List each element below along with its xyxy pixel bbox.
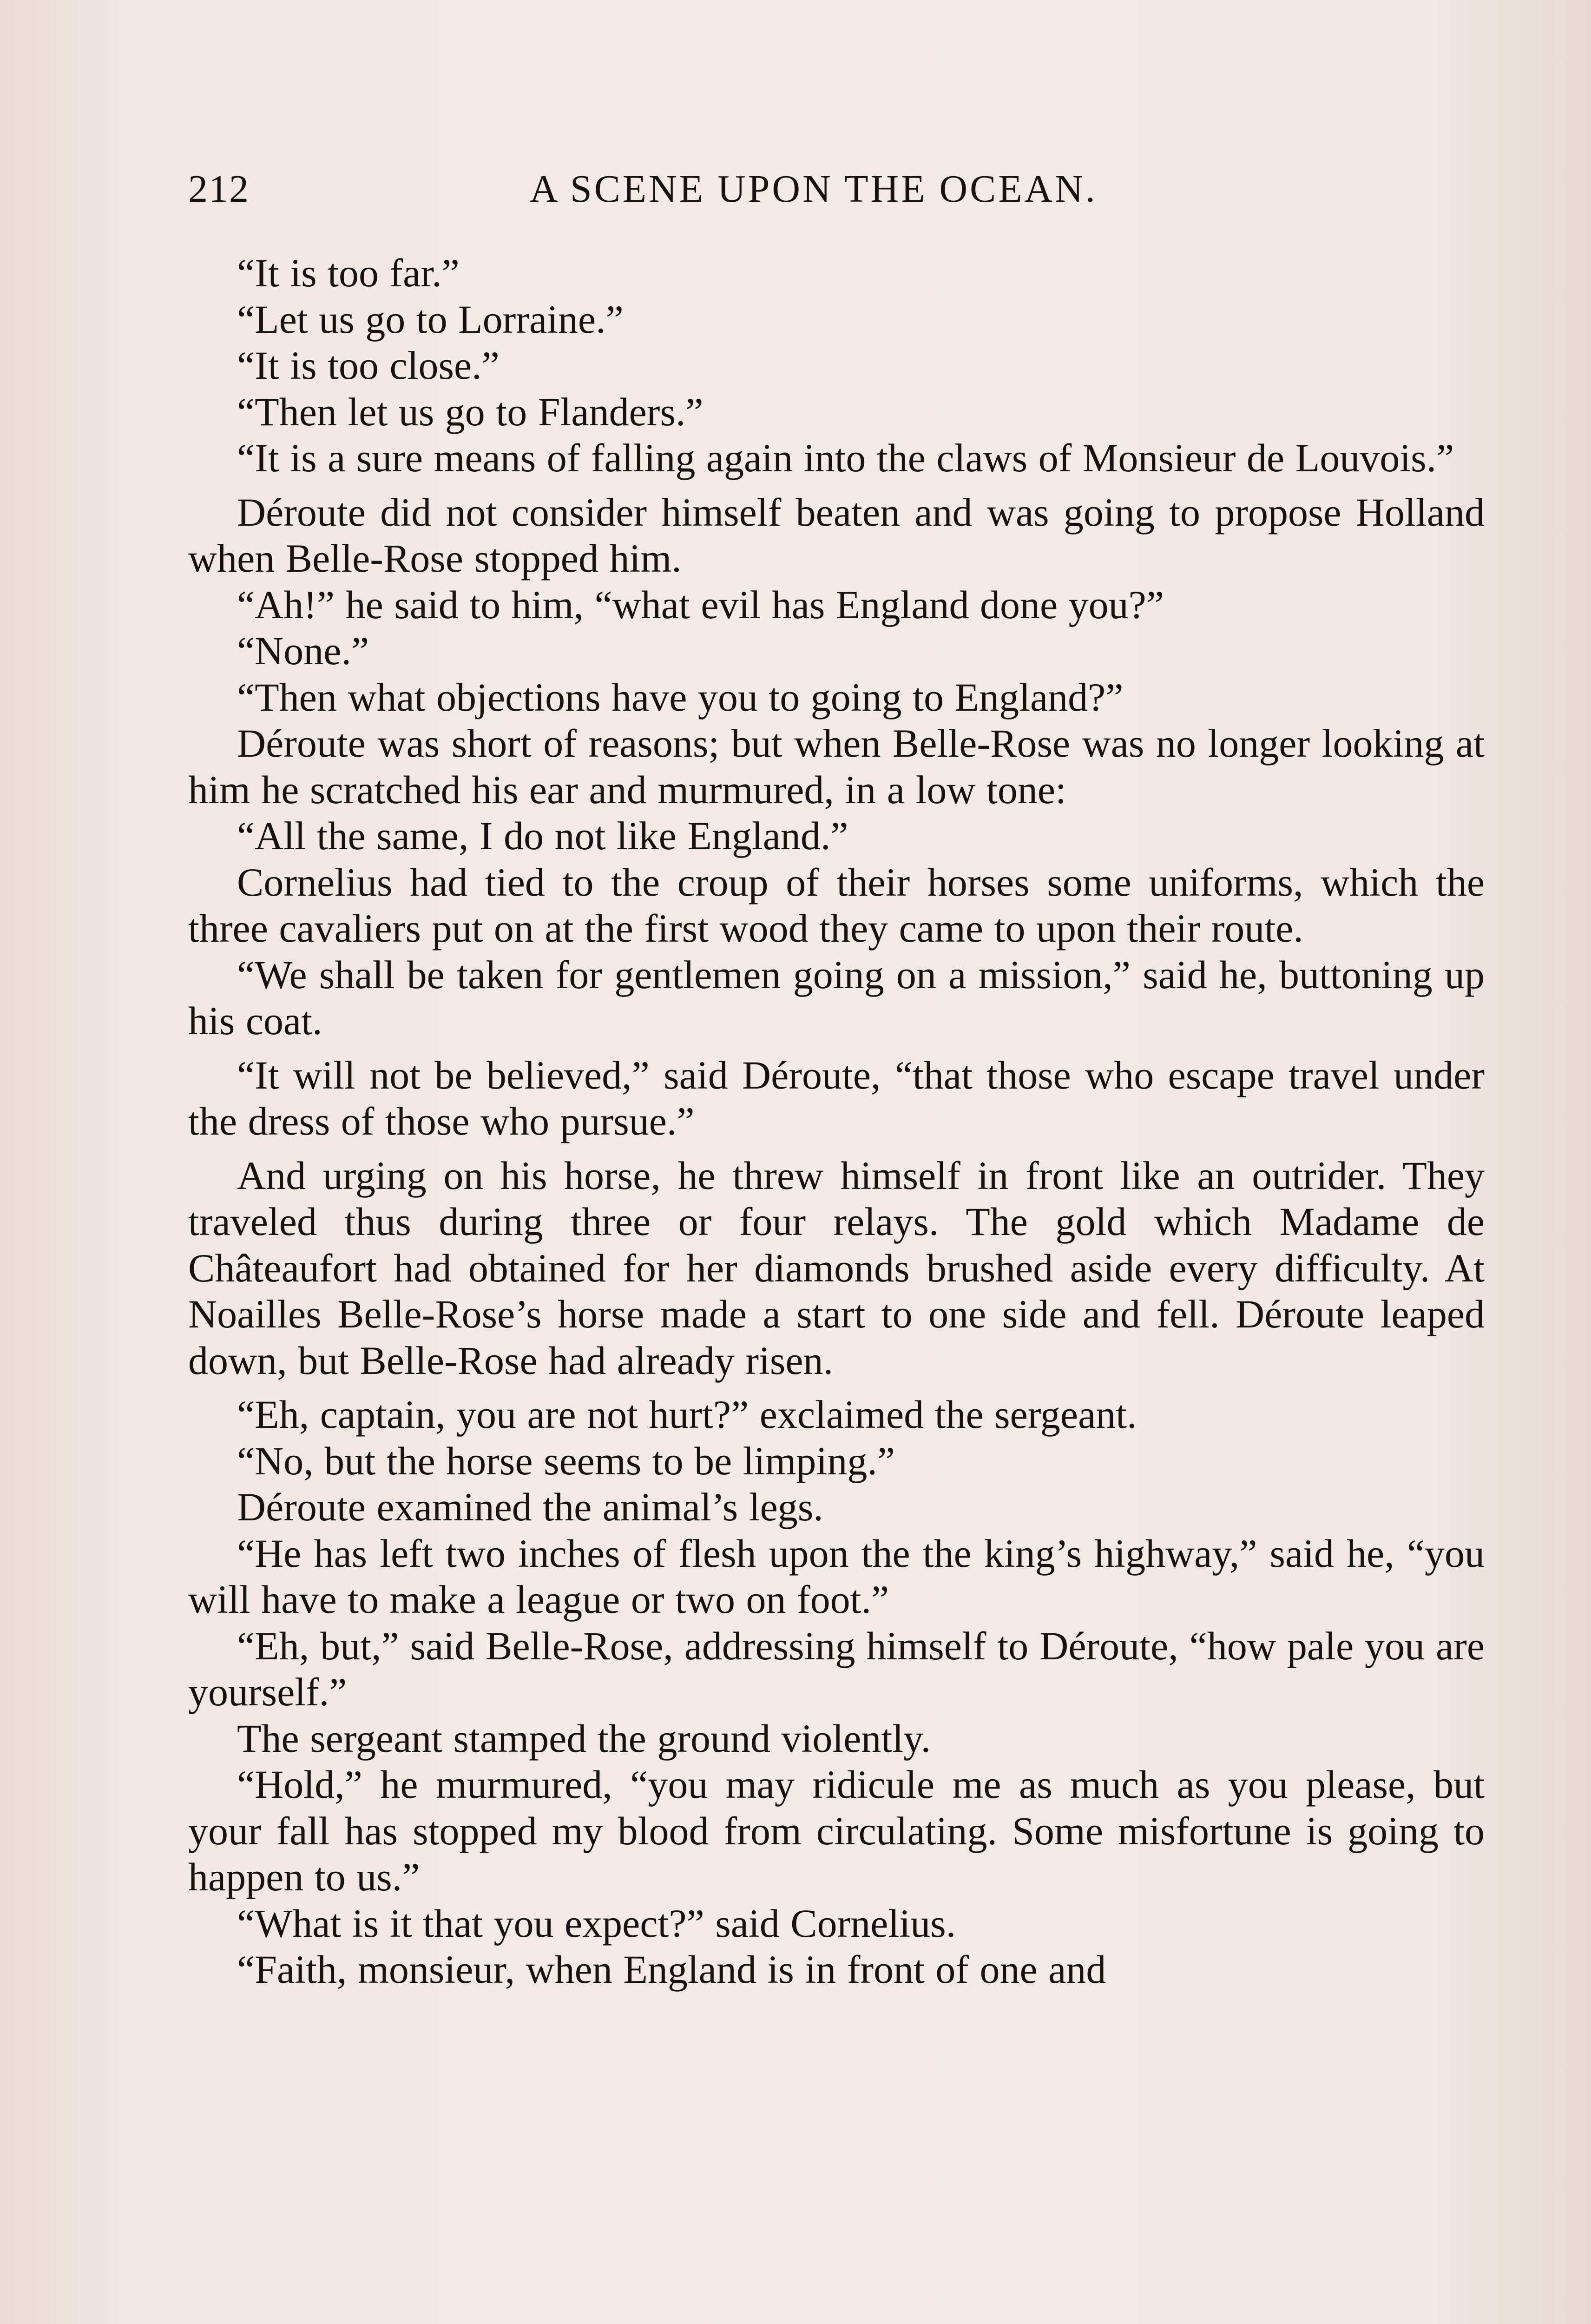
body-text bbox=[188, 250, 1485, 1993]
paragraph: “It is too close.” bbox=[237, 343, 500, 388]
running-head: A SCENE UPON THE OCEAN. bbox=[530, 167, 1098, 211]
paragraph: “Faith, monsieur, when England is in front of one and bbox=[237, 1947, 1106, 1992]
paragraph: “Hold,” he murmured, “you may ridicule me as much as you please, but your fall has stopped my blood from circulating. Some misfortune is going to happen to us.” bbox=[188, 1762, 1485, 1899]
paragraph: “Eh, but,” said Belle-Rose, addressing himself to Déroute, “how pale you are yourself.” bbox=[188, 1623, 1485, 1714]
paragraph: “None.” bbox=[237, 628, 369, 673]
page-header bbox=[188, 164, 1489, 215]
paragraph: “What is it that you expect?” said Cornelius. bbox=[237, 1901, 956, 1946]
paragraph: “No, but the horse seems to be limping.” bbox=[237, 1438, 895, 1483]
paragraph: “It is too far.” bbox=[237, 251, 460, 295]
paragraph: “All the same, I do not like England.” bbox=[237, 813, 848, 858]
paragraph: And urging on his horse, he threw himself in front like an outrider. They traveled thus during three or four relays. The gold which Madame de Châteaufort had obtained for her diamonds brushed aside every difficulty. At Noailles Belle-Rose’s horse made a start to one side and fell. Déroute leaped down, but Belle-Rose had already risen. bbox=[188, 1153, 1485, 1383]
paragraph: Cornelius had tied to the croup of their horses some uniforms, which the three cavaliers put on at the first wood they came to upon their route. bbox=[188, 859, 1485, 951]
paragraph: “Then let us go to Flanders.” bbox=[237, 389, 703, 434]
paragraph: “Eh, captain, you are not hurt?” exclaimed the sergeant. bbox=[237, 1392, 1137, 1437]
paragraph: The sergeant stamped the ground violently. bbox=[237, 1716, 931, 1761]
paragraph: “It is a sure means of falling again into the claws of Monsieur de Louvois.” bbox=[237, 436, 1454, 480]
paragraph: “Ah!” he said to him, “what evil has England done you?” bbox=[237, 582, 1164, 627]
paragraph: “He has left two inches of flesh upon the the king’s highway,” said he, “you will have to make a league or two on foot.” bbox=[188, 1531, 1485, 1622]
paragraph: “Then what objections have you to going to England?” bbox=[237, 674, 1124, 720]
paragraph: Déroute did not consider himself beaten and was going to propose Holland when Belle-Rose stopped him. bbox=[188, 489, 1485, 581]
paragraph: Déroute examined the animal’s legs. bbox=[237, 1485, 823, 1529]
paragraph: Déroute was short of reasons; but when Belle-Rose was no longer looking at him he scratched his ear and murmured, in a low tone: bbox=[188, 721, 1485, 812]
paragraph: “It will not be believed,” said Déroute, “that those who escape travel under the dress of those who pursue.” bbox=[188, 1052, 1485, 1143]
paragraph: “Let us go to Lorraine.” bbox=[237, 297, 624, 342]
page-number: 212 bbox=[188, 167, 250, 211]
paragraph: “We shall be taken for gentlemen going on a mission,” said he, buttoning up his coat. bbox=[188, 952, 1485, 1043]
